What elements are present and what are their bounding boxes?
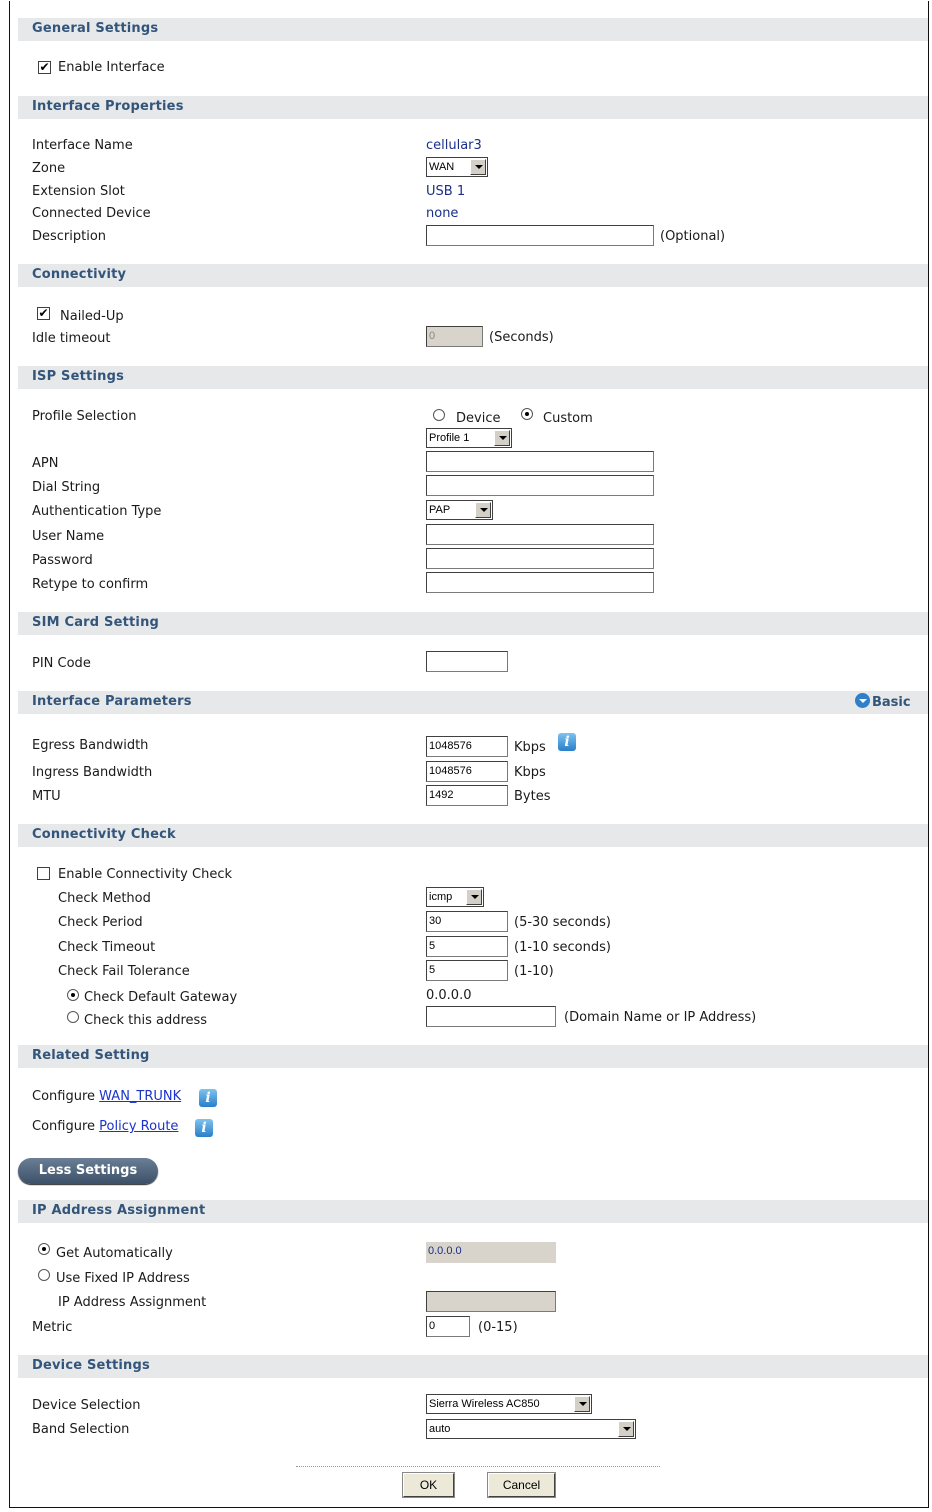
section-title: SIM Card Setting xyxy=(32,615,160,630)
custom-radio[interactable] xyxy=(521,408,533,420)
profile-select[interactable] xyxy=(426,428,512,448)
get-automatically-label: Get Automatically xyxy=(56,1246,173,1261)
dial-string-input[interactable] xyxy=(426,475,654,496)
auth-selected-value: PAP xyxy=(429,504,451,516)
check-timeout-input[interactable]: 5 xyxy=(426,936,508,957)
wan-trunk-info-icon[interactable]: i xyxy=(199,1089,217,1107)
mtu-unit: Bytes xyxy=(514,789,551,804)
zone-label: Zone xyxy=(32,161,66,176)
connected-device-label: Connected Device xyxy=(32,206,151,221)
policy-route-link[interactable]: Policy Route xyxy=(99,1119,179,1134)
enable-interface-label: Enable Interface xyxy=(58,60,165,75)
basic-toggle-label: Basic xyxy=(872,695,911,710)
interface-name-value: cellular3 xyxy=(426,138,482,153)
chevron-down-icon xyxy=(618,1421,634,1437)
check-default-gateway-radio[interactable] xyxy=(67,989,79,1001)
zone-selected-value: WAN xyxy=(429,161,455,173)
egress-unit: Kbps xyxy=(514,740,546,755)
dial-string-label: Dial String xyxy=(32,480,101,495)
section-title: Interface Properties xyxy=(32,99,184,114)
pin-code-label: PIN Code xyxy=(32,656,91,671)
use-fixed-ip-label: Use Fixed IP Address xyxy=(56,1271,190,1286)
enable-connectivity-check-checkbox[interactable] xyxy=(37,867,50,880)
profile-selected-value: Profile 1 xyxy=(429,432,470,444)
extension-slot-value: USB 1 xyxy=(426,184,466,199)
authentication-type-label: Authentication Type xyxy=(32,504,162,519)
section-title: Related Setting xyxy=(32,1048,150,1063)
metric-input[interactable]: 0 xyxy=(426,1316,470,1337)
basic-toggle[interactable] xyxy=(855,693,911,710)
check-period-label: Check Period xyxy=(58,915,143,930)
section-title: Connectivity Check xyxy=(32,827,176,842)
chevron-down-icon xyxy=(466,889,482,905)
interface-name-label: Interface Name xyxy=(32,138,133,153)
chevron-down-circle-icon xyxy=(855,693,870,708)
section-connectivity-check xyxy=(18,824,928,847)
check-timeout-label: Check Timeout xyxy=(58,940,156,955)
authentication-type-select[interactable] xyxy=(426,500,493,520)
section-title: Device Settings xyxy=(32,1358,150,1373)
device-selection-select[interactable] xyxy=(426,1394,592,1414)
configure-label: Configure xyxy=(32,1119,96,1134)
description-input[interactable] xyxy=(426,225,654,246)
mtu-input[interactable]: 1492 xyxy=(426,785,508,806)
extension-slot-label: Extension Slot xyxy=(32,184,125,199)
device-radio-label: Device xyxy=(456,411,501,426)
metric-hint: (0-15) xyxy=(478,1320,518,1335)
chevron-down-icon xyxy=(475,502,491,518)
device-radio[interactable] xyxy=(433,409,445,421)
check-fail-tolerance-input[interactable]: 5 xyxy=(426,960,508,981)
idle-timeout-input[interactable]: 0 xyxy=(426,326,483,347)
info-icon[interactable]: i xyxy=(558,733,576,751)
profile-selection-label: Profile Selection xyxy=(32,409,137,424)
description-hint: (Optional) xyxy=(660,229,726,244)
user-name-input[interactable] xyxy=(426,524,654,545)
ingress-unit: Kbps xyxy=(514,765,546,780)
pin-code-input[interactable] xyxy=(426,651,508,672)
zone-select[interactable] xyxy=(426,157,488,177)
idle-timeout-unit: (Seconds) xyxy=(489,330,554,345)
device-selected-value: Sierra Wireless AC850 xyxy=(429,1398,540,1410)
default-gateway-value: 0.0.0.0 xyxy=(426,988,472,1003)
band-selection-select[interactable] xyxy=(426,1419,636,1439)
ingress-bandwidth-label: Ingress Bandwidth xyxy=(32,765,153,780)
section-title: Interface Parameters xyxy=(32,694,192,709)
retype-label: Retype to confirm xyxy=(32,577,149,592)
check-fail-tolerance-hint: (1-10) xyxy=(514,964,554,979)
mtu-label: MTU xyxy=(32,789,61,804)
ingress-bandwidth-input[interactable]: 1048576 xyxy=(426,761,508,782)
nailed-up-checkbox[interactable]: ✔ xyxy=(38,306,49,320)
apn-input[interactable] xyxy=(426,451,654,472)
cancel-button[interactable]: Cancel xyxy=(488,1473,555,1497)
auto-ip-value: 0.0.0.0 xyxy=(426,1242,556,1263)
section-sim-card xyxy=(18,612,928,635)
apn-label: APN xyxy=(32,456,59,471)
section-title: ISP Settings xyxy=(32,369,125,384)
check-this-address-radio[interactable] xyxy=(67,1011,79,1023)
metric-label: Metric xyxy=(32,1320,73,1335)
idle-timeout-label: Idle timeout xyxy=(32,331,111,346)
section-isp-settings xyxy=(18,366,928,389)
check-method-select[interactable] xyxy=(426,887,484,907)
divider xyxy=(296,1466,660,1467)
method-selected-value: icmp xyxy=(429,891,453,903)
chevron-down-icon xyxy=(494,430,510,446)
chevron-down-icon xyxy=(470,159,486,175)
section-interface-parameters xyxy=(18,691,928,714)
check-address-input[interactable] xyxy=(426,1006,556,1027)
less-settings-button[interactable]: Less Settings xyxy=(18,1158,158,1184)
band-selection-label: Band Selection xyxy=(32,1422,130,1437)
configure-label: Configure xyxy=(32,1089,96,1104)
check-period-input[interactable]: 30 xyxy=(426,911,508,932)
section-interface-properties xyxy=(18,96,928,119)
device-selection-label: Device Selection xyxy=(32,1398,141,1413)
configure-policy-route-row xyxy=(32,1119,178,1134)
enable-connectivity-check-label: Enable Connectivity Check xyxy=(58,867,232,882)
check-default-gateway-label: Check Default Gateway xyxy=(84,990,238,1005)
section-ip-address-assignment xyxy=(18,1200,928,1223)
configure-wan-trunk-row xyxy=(32,1089,181,1104)
check-address-hint: (Domain Name or IP Address) xyxy=(564,1010,757,1025)
check-this-address-label: Check this address xyxy=(84,1013,208,1028)
egress-bandwidth-input[interactable]: 1048576 xyxy=(426,736,508,757)
password-label: Password xyxy=(32,553,93,568)
section-title: IP Address Assignment xyxy=(32,1203,206,1218)
section-title: General Settings xyxy=(32,21,159,36)
egress-bandwidth-label: Egress Bandwidth xyxy=(32,738,149,753)
password-input[interactable] xyxy=(426,548,654,569)
ip-address-input[interactable] xyxy=(426,1291,556,1312)
connected-device-value: none xyxy=(426,206,459,221)
section-title: Connectivity xyxy=(32,267,127,282)
get-automatically-radio[interactable] xyxy=(38,1243,50,1255)
section-connectivity xyxy=(18,264,928,287)
retype-password-input[interactable] xyxy=(426,572,654,593)
section-general-settings xyxy=(18,18,928,41)
custom-radio-label: Custom xyxy=(543,411,593,426)
wan-trunk-link[interactable]: WAN_TRUNK xyxy=(99,1089,182,1104)
chevron-down-icon xyxy=(574,1396,590,1412)
nailed-up-label: Nailed-Up xyxy=(60,309,124,324)
user-name-label: User Name xyxy=(32,529,105,544)
description-label: Description xyxy=(32,229,107,244)
use-fixed-ip-radio[interactable] xyxy=(38,1269,50,1281)
check-method-label: Check Method xyxy=(58,891,151,906)
check-fail-tolerance-label: Check Fail Tolerance xyxy=(58,964,190,979)
ok-button[interactable]: OK xyxy=(403,1473,454,1497)
policy-route-info-icon[interactable]: i xyxy=(195,1119,213,1137)
band-selected-value: auto xyxy=(429,1423,451,1435)
section-related-setting xyxy=(18,1045,928,1068)
check-period-hint: (5-30 seconds) xyxy=(514,915,611,930)
section-device-settings xyxy=(18,1355,928,1378)
check-timeout-hint: (1-10 seconds) xyxy=(514,940,611,955)
enable-interface-checkbox[interactable]: ✔ xyxy=(39,60,50,74)
ip-address-assignment-label: IP Address Assignment xyxy=(58,1295,207,1310)
